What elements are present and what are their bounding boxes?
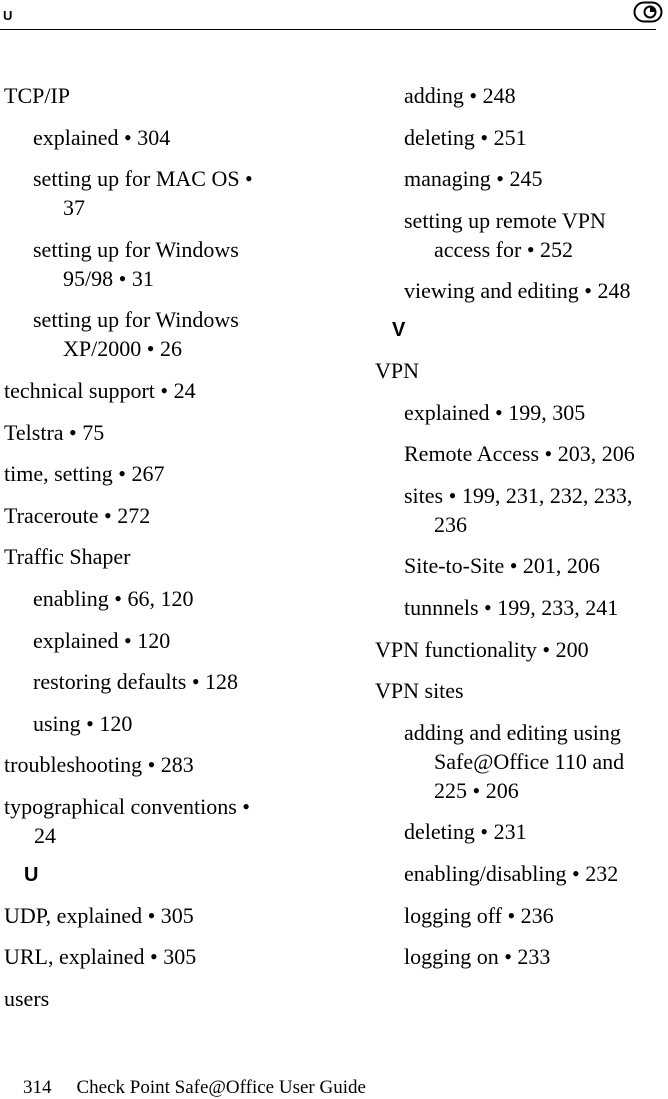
index-subentry: restoring defaults • 128	[33, 669, 239, 695]
index-subentry: adding • 248	[404, 83, 516, 108]
index-entry: VPN sites	[375, 678, 464, 704]
index-subentry: setting up for MAC OS • 37	[33, 166, 253, 221]
footer-page-number: 314	[23, 1077, 52, 1098]
index-subentry: logging off • 236	[404, 902, 554, 928]
index-entry: Traceroute • 272	[4, 502, 151, 528]
index-subentry: setting up for Windows XP/2000 • 26	[33, 307, 239, 362]
index-entry: technical support • 24	[4, 377, 196, 403]
index-subentry: Site-to-Site • 201, 206	[404, 553, 600, 579]
index-subentry: setting up remote VPN access for • 252	[404, 207, 606, 262]
index-entry: typographical conventions • 24	[4, 793, 250, 848]
header-rule	[0, 29, 656, 30]
index-column-right	[375, 81, 659, 984]
index-entry: TCP/IP	[4, 83, 71, 108]
index-entry: troubleshooting • 283	[4, 752, 194, 778]
index-subentry: deleting • 251	[404, 124, 527, 150]
section-letter-v: V	[392, 318, 406, 341]
index-subentry: managing • 245	[404, 166, 543, 192]
index-entry: time, setting • 267	[4, 461, 165, 487]
index-entry: UDP, explained • 305	[4, 902, 194, 928]
index-subentry: explained • 199, 305	[404, 399, 586, 425]
index-subentry: logging on • 233	[404, 944, 551, 970]
page-footer	[23, 1077, 366, 1099]
index-column-left	[4, 81, 272, 1025]
index-subentry: explained • 304	[33, 124, 171, 150]
index-subentry: deleting • 231	[404, 819, 527, 845]
header-section-letter: U	[3, 8, 13, 23]
index-subentry: explained • 120	[33, 627, 171, 653]
index-entry: VPN functionality • 200	[375, 636, 589, 662]
index-subentry: enabling/disabling • 232	[404, 860, 619, 886]
index-subentry: adding and editing using Safe@Office 110 and 225 • 206	[404, 719, 625, 803]
index-subentry: setting up for Windows 95/98 • 31	[33, 236, 239, 291]
index-subentry: sites • 199, 231, 232, 233, 236	[404, 482, 633, 537]
index-entry: users	[4, 985, 50, 1011]
index-subentry: using • 120	[33, 710, 133, 736]
index-subentry: Remote Access • 203, 206	[404, 441, 635, 467]
index-subentry: viewing and editing • 248	[404, 278, 631, 304]
index-entry: Traffic Shaper	[4, 544, 131, 570]
index-entry: VPN	[375, 357, 420, 383]
section-letter-u: U	[24, 863, 39, 886]
index-entry: URL, explained • 305	[4, 944, 197, 970]
check-point-logo-icon	[633, 1, 663, 23]
index-subentry: enabling • 66, 120	[33, 585, 194, 611]
index-subentry: tunnnels • 199, 233, 241	[404, 594, 619, 620]
index-entry: Telstra • 75	[4, 419, 105, 445]
footer-title: Check Point Safe@Office User Guide	[76, 1077, 366, 1098]
